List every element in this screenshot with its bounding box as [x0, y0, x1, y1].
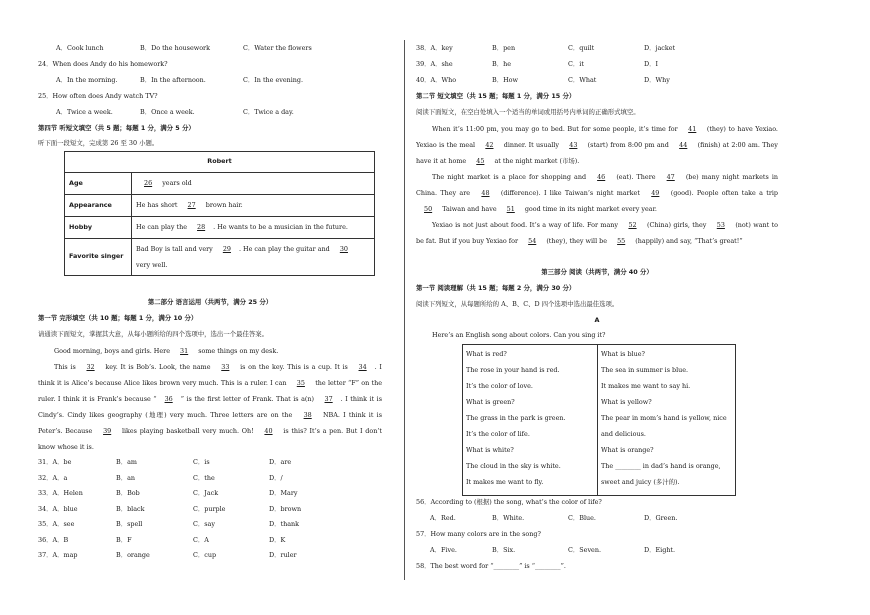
song-line: It makes me want to say hi.: [601, 382, 691, 390]
song-line: The rose in your hand is red.: [466, 366, 560, 374]
blank-39[interactable]: 39: [103, 427, 112, 435]
blank-32[interactable]: 32: [86, 363, 95, 371]
blank-41[interactable]: 41: [688, 125, 697, 133]
cloze-text: . I think it is Cindy’s. Cindy likes geography (地理) very much. Three letters are on the: [38, 395, 382, 419]
column-divider: [404, 40, 405, 580]
passage-text: (not) want to be fat. But if you buy Yexiao for: [416, 221, 778, 245]
passage-text: (China) girls, they: [646, 221, 707, 229]
song-line: It makes me want to fly.: [466, 478, 544, 486]
blank-37[interactable]: 37: [324, 395, 333, 403]
blank-42[interactable]: 42: [485, 141, 494, 149]
blank-29[interactable]: 29: [222, 245, 231, 253]
cloze-option[interactable]: 31．A．be: [38, 458, 72, 466]
cloze-text: some things on my desk.: [198, 347, 279, 355]
cloze-option[interactable]: B．pen: [492, 44, 516, 52]
passage-text: (eat). There: [616, 173, 656, 181]
cloze-passage: [38, 343, 382, 455]
cloze-option[interactable]: C．purple: [193, 504, 226, 513]
blank-44[interactable]: 44: [679, 141, 688, 149]
color-song-box: [462, 344, 736, 496]
cloze-option[interactable]: C．What: [568, 76, 597, 84]
cloze-text: Good morning, boys and girls. Here: [54, 347, 170, 355]
reading-section1-title: 第一节 阅读理解（共 15 题；每题 2 分，满分 30 分）: [416, 284, 576, 292]
cloze-option[interactable]: C．quilt: [568, 44, 595, 52]
form-row-hobby: [132, 217, 375, 239]
blank-45[interactable]: 45: [476, 157, 485, 165]
song-line: The sea in summer is blue.: [601, 366, 689, 374]
cloze-option[interactable]: C．say: [193, 520, 215, 528]
right-column: [416, 0, 778, 615]
part3-title: 第三部分 阅读（共两节，满分 40 分）: [541, 268, 653, 276]
cloze-text: the letter “F” on the ruler. I think it is Frank’s because “: [38, 379, 382, 403]
left-column: [38, 0, 382, 615]
section2-instructions: 阅读下面短文，在空白处填入一个适当的单词或用括号内单词的正确形式填空。: [416, 108, 640, 116]
cloze-option[interactable]: C．it: [568, 60, 584, 68]
form-label-hobby: Hobby: [65, 217, 132, 239]
passage-text: (they) to have Yexiao. Yexiao is the meal: [416, 125, 778, 149]
passage-a-label: A: [594, 316, 600, 324]
blank-55[interactable]: 55: [617, 237, 626, 245]
blank-30[interactable]: 30: [339, 245, 348, 253]
cloze-option[interactable]: C．Jack: [193, 489, 219, 497]
blank-27[interactable]: 27: [187, 200, 196, 209]
passage-text: (happily) and say, “That’s great!”: [635, 237, 743, 245]
cloze-option[interactable]: C．A: [193, 535, 209, 544]
song-line: The pear in mom’s hand is yellow, nice: [601, 414, 727, 422]
song-column-left: [463, 345, 598, 495]
q56-option-d[interactable]: D．Green.: [644, 514, 678, 522]
form-header: Robert: [65, 152, 375, 173]
blank-36[interactable]: 36: [164, 395, 173, 403]
blank-34[interactable]: 34: [358, 363, 367, 371]
question-24: 24．When does Andy do his homework?: [38, 60, 168, 68]
form-text: years old: [162, 178, 192, 187]
cloze-option[interactable]: D．Why: [644, 76, 670, 84]
cloze-option[interactable]: D．jacket: [644, 44, 676, 52]
passage-a-intro: Here’s an English song about colors. Can you sing it?: [432, 331, 606, 339]
q23-option-a[interactable]: A．Cook lunch: [56, 44, 104, 52]
passage-text: (be) many night markets in China. They are: [416, 173, 778, 197]
q25-option-a[interactable]: A．Twice a week.: [56, 108, 113, 116]
cloze-text: ” is the first letter of Frank. That is a(n): [180, 395, 314, 403]
song-line: What is yellow?: [601, 398, 652, 406]
form-text: brown hair.: [205, 200, 243, 209]
passage-text: Yexiao is not just about food. It’s a way of life. For many: [432, 221, 619, 229]
q56-option-a[interactable]: A．Red.: [430, 514, 456, 522]
section4-title: 第四节 听短文填空（共 5 题；每题 1 分，满分 5 分）: [38, 124, 195, 132]
song-line: What is red?: [466, 350, 507, 358]
passage-text: Taiwan and have: [442, 205, 497, 213]
blank-47[interactable]: 47: [666, 173, 675, 181]
cloze-option[interactable]: D．Mary: [269, 489, 298, 497]
blank-46[interactable]: 46: [597, 173, 606, 181]
form-text: . He wants to be a musician in the future.: [213, 222, 348, 231]
question-57: 57．How many colors are in the song?: [416, 530, 541, 538]
question-25: 25．How often does Andy watch TV?: [38, 92, 158, 100]
form-label-appearance: Appearance: [65, 195, 132, 217]
cloze-option[interactable]: 37．A．map: [38, 551, 78, 559]
blank-49[interactable]: 49: [651, 189, 660, 197]
form-row-age: [132, 173, 375, 195]
cloze-option[interactable]: 39．A．she: [416, 60, 453, 68]
form-text: He has short: [136, 200, 178, 209]
cloze-option[interactable]: C．is: [193, 458, 210, 466]
section1-instructions: 请通读下面短文，掌握其大意，从每小题所给的四个选项中，选出一个最佳答案。: [38, 330, 269, 338]
cloze-option[interactable]: D．I: [644, 60, 659, 68]
blank-40[interactable]: 40: [264, 427, 273, 435]
form-row-appearance: [132, 195, 375, 217]
cloze-option[interactable]: 32．A．a: [38, 473, 68, 482]
song-column-right: [598, 345, 732, 495]
blank-50[interactable]: 50: [424, 205, 433, 213]
cloze-text: is this? It’s a pen. But I don’t know whose it is.: [38, 427, 382, 451]
passage-text: (they), they will be: [546, 237, 608, 245]
cloze-text: is on the key. This is a cup. It is: [240, 363, 348, 371]
cloze-option[interactable]: 35．A．see: [38, 520, 75, 528]
cloze-option[interactable]: 34．A．blue: [38, 504, 78, 513]
cloze-option[interactable]: 36．A．B: [38, 535, 69, 544]
q57-option-c[interactable]: C．Seven.: [568, 546, 601, 554]
song-line: What is white?: [466, 446, 514, 454]
q57-option-b[interactable]: B．Six.: [492, 546, 516, 554]
q23-option-c[interactable]: C．Water the flowers: [243, 44, 312, 52]
passage-text: (difference). I like Taiwan’s night market: [500, 189, 640, 197]
blank-33[interactable]: 33: [221, 363, 230, 371]
form-label-singer: Favorite singer: [65, 239, 132, 276]
cloze-text: NBA. I think it is Peter’s. Because: [38, 411, 382, 435]
song-line: The ________ in dad’s hand is orange,: [601, 462, 721, 470]
cloze-text: likes playing basketball very much. Oh!: [121, 427, 254, 435]
blank-28[interactable]: 28: [197, 222, 206, 231]
q57-option-d[interactable]: D．Eight.: [644, 546, 676, 554]
cloze-option[interactable]: 33．A．Helen: [38, 489, 83, 497]
q24-option-c[interactable]: C．In the evening.: [243, 76, 304, 84]
q23-option-b[interactable]: B．Do the housework: [140, 44, 210, 52]
passage-text: When it’s 11:00 pm, you may go to bed. But for some people, it’s time for: [432, 125, 678, 133]
blank-48[interactable]: 48: [481, 189, 490, 197]
cloze-option[interactable]: B．F: [116, 535, 132, 544]
song-line: The grass in the park is green.: [466, 414, 566, 422]
reading-section1-instructions: 阅读下列短文，从每题所给的 A、B、C、D 四个选项中选出最佳选项。: [416, 300, 619, 308]
question-56: 56．According to (根据) the song, what’s the color of life?: [416, 498, 602, 506]
blank-38[interactable]: 38: [303, 411, 312, 419]
cloze-option[interactable]: D．/: [269, 473, 283, 482]
song-line: The cloud in the sky is white.: [466, 462, 561, 470]
passage-text: The night market is a place for shopping and: [432, 173, 587, 181]
q25-option-c[interactable]: C．Twice a day.: [243, 108, 294, 116]
cloze-option[interactable]: C．cup: [193, 551, 217, 559]
passage-text: at the night market (市场).: [494, 157, 580, 165]
cloze-option[interactable]: B．orange: [116, 551, 150, 559]
song-line: and delicious.: [601, 430, 646, 438]
listening-form-table: [64, 151, 375, 276]
blank-35[interactable]: 35: [296, 379, 305, 387]
blank-43[interactable]: 43: [569, 141, 578, 149]
q56-option-c[interactable]: C．Blue.: [568, 514, 596, 522]
song-line: What is green?: [466, 398, 515, 406]
song-line: It’s the color of life.: [466, 430, 530, 438]
song-line: It’s the color of love.: [466, 382, 533, 390]
part2-title: 第二部分 语言运用（共两节，满分 25 分）: [147, 298, 273, 306]
passage-text: dinner. It usually: [503, 141, 559, 149]
blank-54[interactable]: 54: [528, 237, 537, 245]
cloze-option[interactable]: 38．A．key: [416, 44, 453, 52]
blank-51[interactable]: 51: [506, 205, 515, 213]
passage-text: (good). People often take a trip: [670, 189, 778, 197]
form-row-singer: [132, 239, 375, 276]
form-text: . He can play the guitar and: [238, 245, 330, 253]
cloze-option[interactable]: B．an: [116, 473, 136, 482]
blank-31[interactable]: 31: [180, 347, 189, 355]
song-line: What is orange?: [601, 446, 654, 454]
cloze-text: . I think it is Alice’s because Alice likes brown very much. This is a ruler. I can: [38, 363, 382, 387]
q24-option-a[interactable]: A．In the morning.: [56, 76, 118, 84]
blank-53[interactable]: 53: [716, 221, 725, 229]
form-label-age: Age: [65, 173, 132, 195]
blank-26[interactable]: 26: [144, 178, 153, 187]
fill-in-passage: [416, 121, 778, 249]
cloze-option[interactable]: C．the: [193, 473, 215, 482]
q24-option-b[interactable]: B．In the afternoon.: [140, 76, 206, 84]
form-text: He can play the: [136, 222, 187, 231]
section1-title: 第一节 完形填空（共 10 题；每题 1 分，满分 10 分）: [38, 314, 198, 322]
cloze-option[interactable]: B．Bob: [116, 489, 140, 497]
song-line: sweet and juicy (多汁的).: [601, 478, 680, 486]
q25-option-b[interactable]: B．Once a week.: [140, 108, 195, 116]
passage-text: good time in its night market every year.: [524, 205, 657, 213]
cloze-option[interactable]: B．am: [116, 458, 137, 466]
q56-option-b[interactable]: B．White.: [492, 514, 525, 522]
cloze-option[interactable]: B．he: [492, 60, 511, 68]
cloze-option[interactable]: B．spell: [116, 520, 143, 528]
cloze-option[interactable]: B．How: [492, 76, 518, 84]
question-58: 58．The best word for “________” is “________”.: [416, 562, 566, 570]
section4-instructions: 听下面一段短文，完成第 26 至 30 小题。: [38, 139, 159, 147]
form-text: Bad Boy is tall and very: [136, 245, 213, 253]
cloze-option[interactable]: 40．A．Who: [416, 76, 457, 84]
section2-title: 第二节 短文填空（共 15 题；每题 1 分，满分 15 分）: [416, 92, 576, 100]
cloze-text: key. It is Bob’s. Look, the name: [105, 363, 211, 371]
passage-text: (finish) at 2:00 am. They have it at home: [416, 141, 778, 165]
cloze-option[interactable]: D．ruler: [269, 551, 297, 559]
cloze-option[interactable]: B．black: [116, 504, 145, 513]
blank-52[interactable]: 52: [628, 221, 637, 229]
q57-option-a[interactable]: A．Five.: [430, 546, 457, 554]
cloze-option[interactable]: D．K: [269, 535, 286, 544]
cloze-option[interactable]: D．thank: [269, 520, 299, 528]
passage-text: (start) from 8:00 pm and: [587, 141, 669, 149]
form-text: very well.: [136, 261, 168, 269]
cloze-text: This is: [54, 363, 76, 371]
cloze-option[interactable]: D．brown: [269, 504, 302, 513]
cloze-option[interactable]: D．are: [269, 458, 292, 466]
song-line: What is blue?: [601, 350, 645, 358]
